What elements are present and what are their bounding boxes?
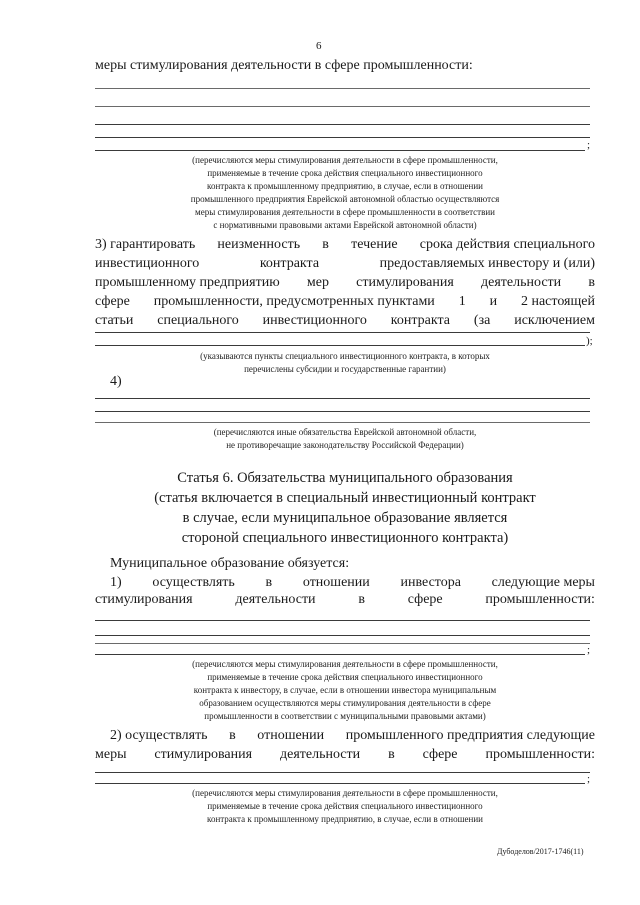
semicolon: ; — [587, 139, 591, 151]
item4-label: 4) — [110, 374, 122, 389]
semicolon: ; — [587, 644, 591, 656]
footnote-item3 — [95, 350, 595, 376]
footnote-line: контракта к промышленному предприятию, в случае, если в отношении — [207, 814, 483, 824]
article6-subtitle: (статья включается в специальный инвестиционный контракт — [154, 490, 536, 506]
measures-heading: меры стимулирования деятельности в сфере промышленности: — [95, 58, 473, 73]
municipal-item2-line: меры стимулирования деятельности в сфере промышленности: — [95, 747, 595, 762]
footnote-line: применяемые в течение срока действия специального инвестиционного — [207, 168, 483, 178]
footnote-municipal-item2 — [95, 787, 595, 826]
fill-line — [95, 150, 585, 151]
article6-subtitle: стороной специального инвестиционного контракта) — [181, 530, 509, 546]
footnote-line: (перечисляются иные обязательства Еврейской автономной области, — [213, 427, 477, 437]
fill-line — [95, 643, 590, 644]
fill-line — [95, 635, 590, 636]
footnote-line: контракта к инвестору, в случае, если в отношении инвестора муниципальным — [193, 685, 497, 695]
footnote-block1 — [95, 154, 595, 232]
fill-line — [95, 88, 590, 89]
municipal-item2-line: 2) осуществлять в отношении промышленного предприятия следующие — [110, 728, 595, 743]
footnote-line: не противоречащие законодательству Российской Федерации) — [226, 440, 464, 450]
fill-line — [95, 398, 590, 399]
article6-title: Статья 6. Обязательства муниципального образования — [177, 470, 513, 486]
fill-line — [95, 783, 585, 784]
footnote-item4 — [95, 426, 595, 452]
fill-line — [95, 124, 590, 125]
municipal-item1-line: 1) осуществлять в отношении инвестора следующие меры — [110, 575, 595, 590]
semicolon: ; — [587, 773, 591, 785]
fill-line — [95, 106, 590, 107]
item3-line: промышленному предприятию мер стимулирования деятельности в — [95, 275, 595, 290]
fill-line — [95, 772, 590, 773]
footnote-line: промышленности в соответствии с муниципальными правовыми актами) — [204, 711, 486, 721]
footer-document-code: Дубоделов/2017-1746(11) — [497, 847, 584, 856]
footnote-line: образованием осуществляются меры стимулирования деятельности в сфере — [199, 698, 491, 708]
article6-subtitle: в случае, если муниципальное образование является — [182, 510, 508, 526]
municipal-intro: Муниципальное образование обязуется: — [110, 556, 350, 571]
footnote-line: (перечисляются меры стимулирования деятельности в сфере промышленности, — [192, 788, 498, 798]
footnote-line: контракта к промышленному предприятию, в случае, если в отношении — [207, 181, 483, 191]
footnote-line: применяемые в течение срока действия специального инвестиционного — [207, 801, 483, 811]
municipal-item1-line: стимулирования деятельности в сфере промышленности: — [95, 592, 595, 607]
fill-line — [95, 422, 590, 423]
footnote-line: (указываются пункты специального инвестиционного контракта, в которых — [200, 351, 490, 361]
fill-line — [95, 620, 590, 621]
footnote-line: (перечисляются меры стимулирования деятельности в сфере промышленности, — [192, 155, 498, 165]
footnote-line: перечислены субсидии и государственные гарантии) — [244, 364, 446, 374]
article6-heading — [95, 468, 595, 548]
page-number: 6 — [316, 40, 322, 52]
closing-paren: ); — [586, 335, 593, 347]
fill-line — [95, 411, 590, 412]
item3-line: инвестиционного контракта предоставляемых инвестору и (или) — [95, 256, 595, 271]
fill-line — [95, 332, 590, 333]
item3-line: статьи специального инвестиционного контракта (за исключением — [95, 313, 595, 328]
fill-line — [95, 137, 590, 138]
footnote-line: (перечисляются меры стимулирования деятельности в сфере промышленности, — [192, 659, 498, 669]
item3-line: 3) гарантировать неизменность в течение срока действия специального — [95, 237, 595, 252]
footnote-line: промышленного предприятия Еврейской автономной областью осуществляются — [190, 194, 500, 204]
footnote-municipal-item1 — [95, 658, 595, 723]
fill-line — [95, 654, 585, 655]
footnote-line: применяемые в течение срока действия специального инвестиционного — [207, 672, 483, 682]
fill-line — [95, 345, 585, 346]
footnote-line: с нормативными правовыми актами Еврейской автономной области) — [213, 220, 477, 230]
footnote-line: меры стимулирования деятельности в сфере промышленности в соответствии — [195, 207, 495, 217]
item3-line: сфере промышленности, предусмотренных пунктами 1 и 2 настоящей — [95, 294, 595, 309]
